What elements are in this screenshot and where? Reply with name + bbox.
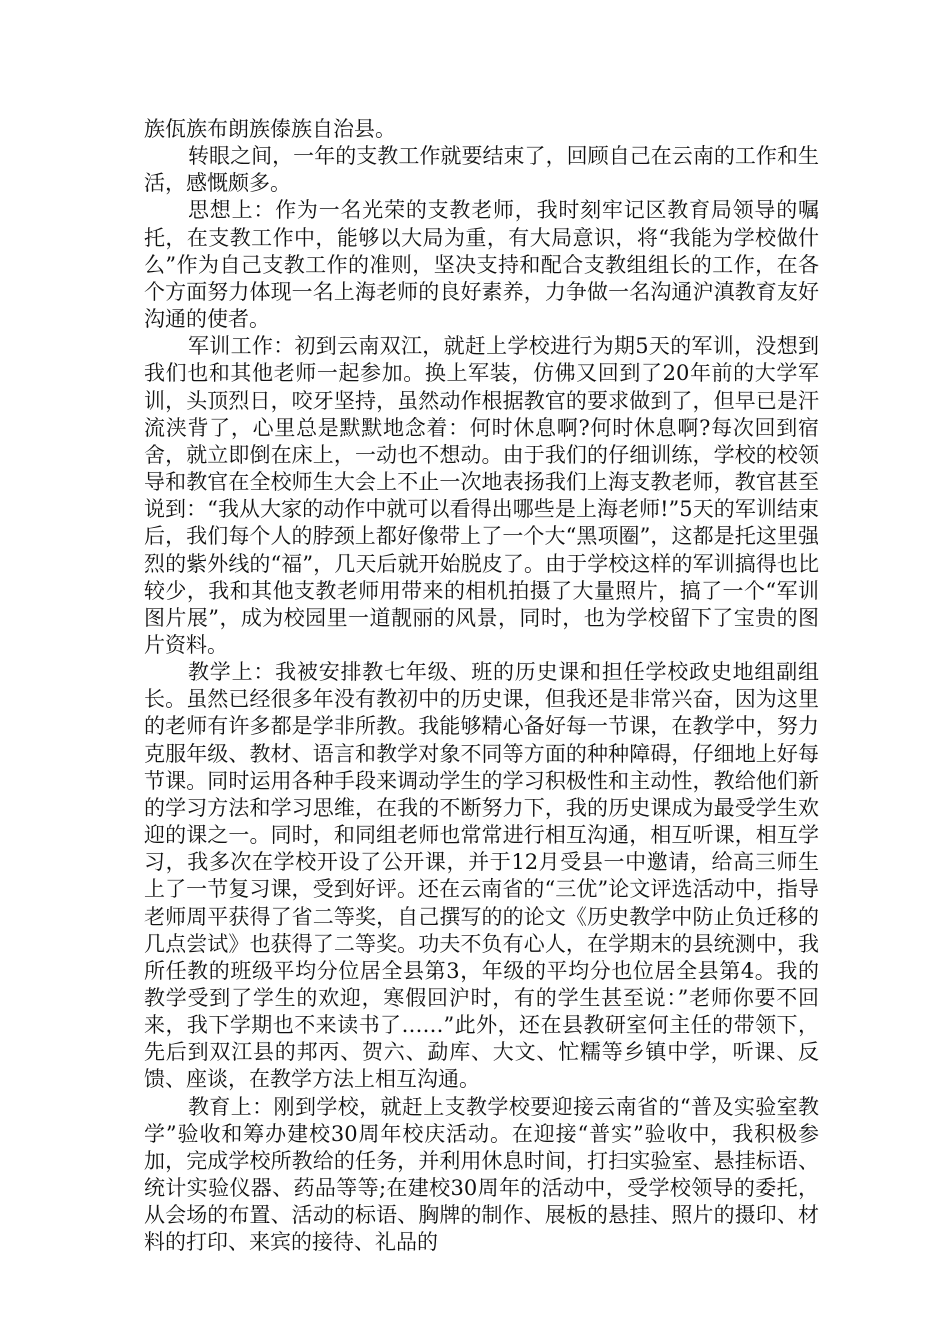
paragraph-thinking: 思想上：作为一名光荣的支教老师，我时刻牢记区教育局领导的嘱托，在支教工作中，能够以大局为重，有大局意识，将“我能为学校做什么”作为自己支教工作的准则，坚决支持和配合支教组组长的工作，在各个方面努力体现一名上海老师的良好素养，力争做一名沟通沪滇教育友好沟通的使者。: [144, 198, 819, 332]
paragraph-military-training: 军训工作：初到云南双江，就赶上学校进行为期5天的军训，没想到我们也和其他老师一起参加。换上军装，仿佛又回到了20年前的大学军训，头顶烈日，咬牙坚持，虽然动作根据教官的要求做到了，但早已是汗流浃背了，心里总是默默地念着：何时休息啊?何时休息啊?每次回到宿舍，就立即倒在床上，一动也不想动。由于我们的仔细训练，学校的校领导和教官在全校师生大会上不止一次地表扬我们上海支教老师，教官甚至说到：“我从大家的动作中就可以看得出哪些是上海老师!”5天的军训结束后，我们每个人的脖颈上都好像带上了一个大“黑项圈”，这都是托这里强烈的紫外线的“福”，几天后就开始脱皮了。由于学校这样的军训搞得也比较少，我和其他支教老师用带来的相机拍摄了大量照片，搞了一个“军训图片展”，成为校园里一道靓丽的风景，同时，也为学校留下了宝贵的图片资料。: [144, 334, 819, 657]
paragraph-reflection: 转眼之间，一年的支教工作就要结束了，回顾自己在云南的工作和生活，感慨颇多。: [144, 144, 819, 196]
paragraph-education: 教育上：刚到学校，就赶上支教学校要迎接云南省的“普及实验室教学”验收和筹办建校30周年校庆活动。在迎接“普实”验收中，我积极参加，完成学校所教给的任务，并利用休息时间，打扫实验室、悬挂标语、统计实验仪器、药品等等;在建校30周年的活动中，受学校领导的委托，从会场的布置、活动的标语、胸牌的制作、展板的悬挂、照片的摄印、材料的打印、来宾的接待、礼品的: [144, 1094, 819, 1255]
paragraph-teaching: 教学上：我被安排教七年级、班的历史课和担任学校政史地组副组长。虽然已经很多年没有教初中的历史课，但我还是非常兴奋，因为这里的老师有许多都是学非所教。我能够精心备好每一节课，在教学中，努力克服年级、教材、语言和教学对象不同等方面的种种障碍，仔细地上好每节课。同时运用各种手段来调动学生的学习积极性和主动性，教给他们新的学习方法和学习思维，在我的不断努力下，我的历史课成为最受学生欢迎的课之一。同时，和同组老师也常常进行相互沟通，相互听课，相互学习，我多次在学校开设了公开课，并于12月受县一中邀请，给高三师生上了一节复习课，受到好评。还在云南省的“三优”论文评选活动中，指导老师周平获得了省二等奖，自己撰写的的论文《历史教学中防止负迁移的几点尝试》也获得了二等奖。功夫不负有心人，在学期末的县统测中，我所任教的班级平均分位居全县第3，年级的平均分也位居全县第4。我的教学受到了学生的欢迎，寒假回沪时，有的学生甚至说：”老师你要不回来，我下学期也不来读书了……”此外，还在县教研室何主任的带领下，先后到双江县的邦丙、贺六、勐库、大文、忙糯等乡镇中学，听课、反馈、座谈，在教学方法上相互沟通。: [144, 660, 819, 1092]
document-body: [144, 116, 819, 1257]
paragraph-county-name: 族佤族布朗族傣族自治县。: [144, 117, 396, 141]
